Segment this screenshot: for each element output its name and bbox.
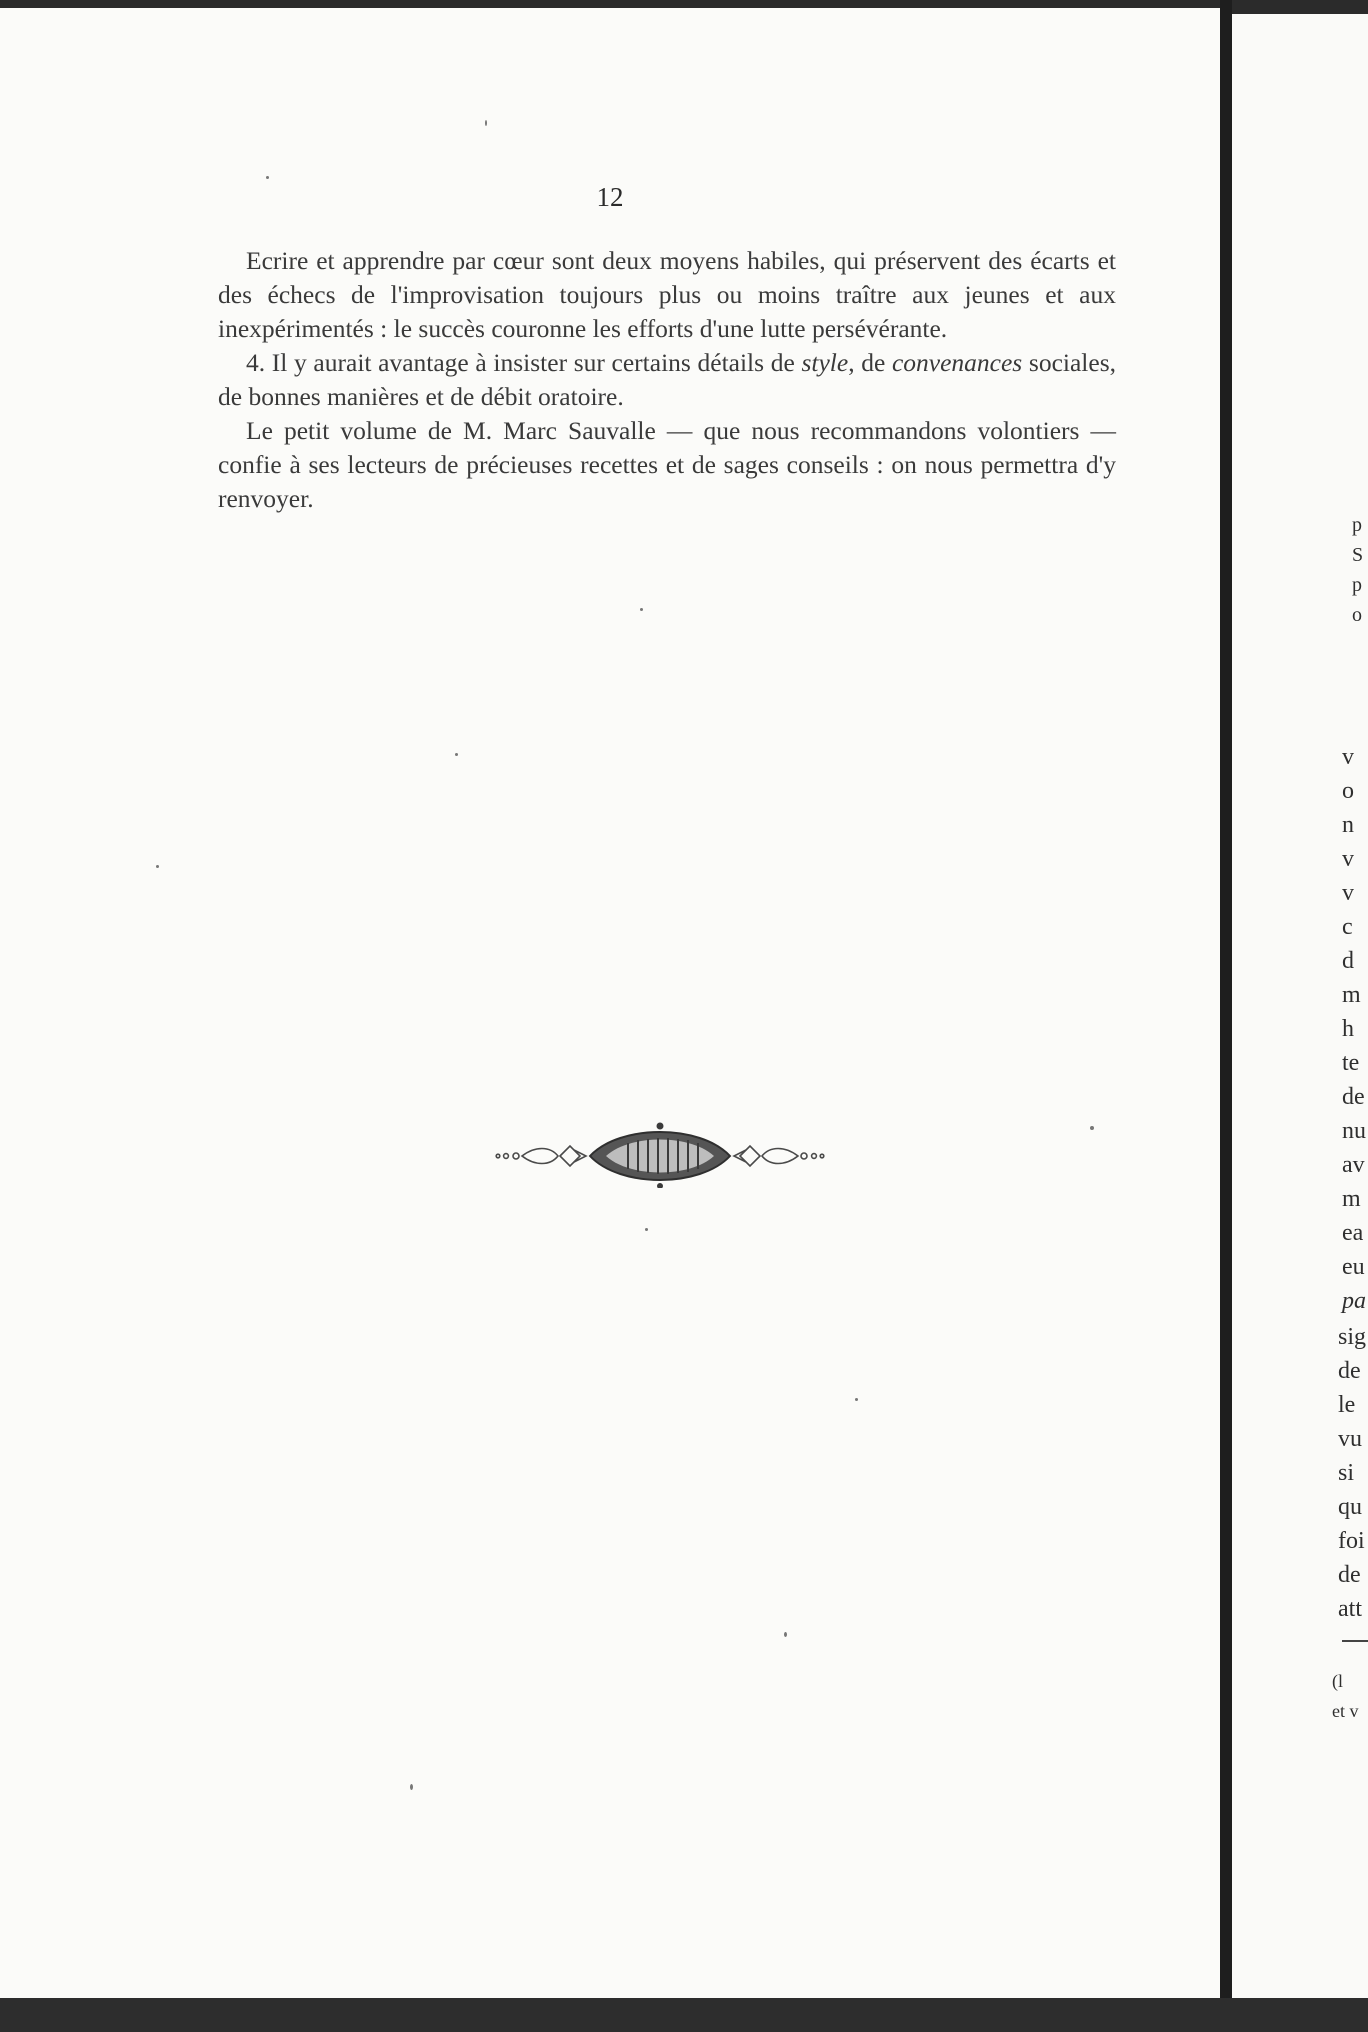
paper-speck	[410, 1784, 413, 1790]
right-page-line: et v	[1332, 1701, 1359, 1721]
right-page-line: o	[1342, 778, 1354, 804]
body-text	[218, 244, 1116, 516]
book-gutter	[1220, 0, 1232, 2032]
right-page-line: h	[1342, 1016, 1354, 1042]
right-page-line: pa	[1342, 1288, 1366, 1314]
right-page-line: att	[1338, 1596, 1362, 1622]
right-page-line: ea	[1342, 1220, 1364, 1246]
paragraph-1: Ecrire et apprendre par cœur sont deux moyens habiles, qui préservent des écarts et des échecs de l'improvisation toujours plus ou moins traître aux jeunes et aux inexpérimentés : le succès couronne les efforts d'une lutte persévérante.	[218, 246, 1116, 343]
paragraph-2	[218, 346, 1116, 414]
paper-speck	[645, 1228, 648, 1231]
paragraph-2-mid: , de	[848, 348, 892, 377]
right-page-line: sig	[1338, 1324, 1367, 1350]
left-page	[0, 8, 1220, 1998]
paper-speck	[640, 608, 643, 611]
right-page-line: (l	[1332, 1671, 1343, 1691]
right-page-line: c	[1342, 914, 1353, 940]
right-page-line: si	[1338, 1460, 1355, 1486]
page-number: 12	[596, 182, 624, 212]
right-page-line: le	[1338, 1392, 1356, 1418]
right-page-line: de	[1338, 1562, 1361, 1588]
paragraph-2-prefix: 4. Il y aurait avantage à insister sur certains détails de	[246, 348, 802, 377]
paper-speck	[485, 120, 487, 126]
right-page-line: v	[1342, 846, 1354, 872]
paragraph-2-style: style	[801, 348, 849, 377]
paper-speck	[855, 1398, 858, 1401]
right-page-line: v	[1342, 880, 1354, 906]
right-page-line: nu	[1342, 1118, 1366, 1144]
paragraph-2-convenances: convenances	[891, 348, 1023, 377]
right-page-line: n	[1342, 812, 1354, 838]
right-page-line: v	[1342, 744, 1354, 770]
paper-speck	[156, 865, 159, 868]
paper-speck	[784, 1632, 787, 1637]
right-page-line: p	[1352, 574, 1362, 596]
right-page-line: m	[1342, 1186, 1361, 1212]
decorative-ornament-icon	[490, 1116, 830, 1188]
paper-speck	[455, 753, 458, 756]
right-page-line: vu	[1338, 1426, 1362, 1452]
paper-speck	[1090, 1126, 1094, 1130]
paragraph-2-suffix: sociales, de bonnes manières et de débit oratoire.	[218, 348, 1116, 411]
right-page-line: o	[1352, 604, 1362, 626]
paragraph-3: Le petit volume de M. Marc Sauvalle — que nous recommandons volontiers — confie à ses lecteurs de précieuses recettes et de sages conseils : on nous permettra d'y renvoyer.	[218, 416, 1116, 513]
right-page-line: m	[1342, 982, 1361, 1008]
right-page-line: av	[1342, 1152, 1365, 1178]
right-page-line: te	[1342, 1050, 1360, 1076]
paper-speck	[266, 176, 269, 179]
scanner-edge	[0, 1998, 1368, 2032]
right-page-line: d	[1342, 948, 1354, 974]
right-page-line: eu	[1342, 1254, 1365, 1280]
right-page-line: p	[1352, 514, 1362, 536]
right-page-line: de	[1338, 1358, 1361, 1384]
right-page-line: qu	[1338, 1494, 1362, 1520]
right-page-line: S	[1352, 544, 1364, 566]
right-page-line: foi	[1338, 1528, 1365, 1554]
footnote-rule	[1342, 1640, 1368, 1642]
right-page-line: de	[1342, 1084, 1365, 1110]
